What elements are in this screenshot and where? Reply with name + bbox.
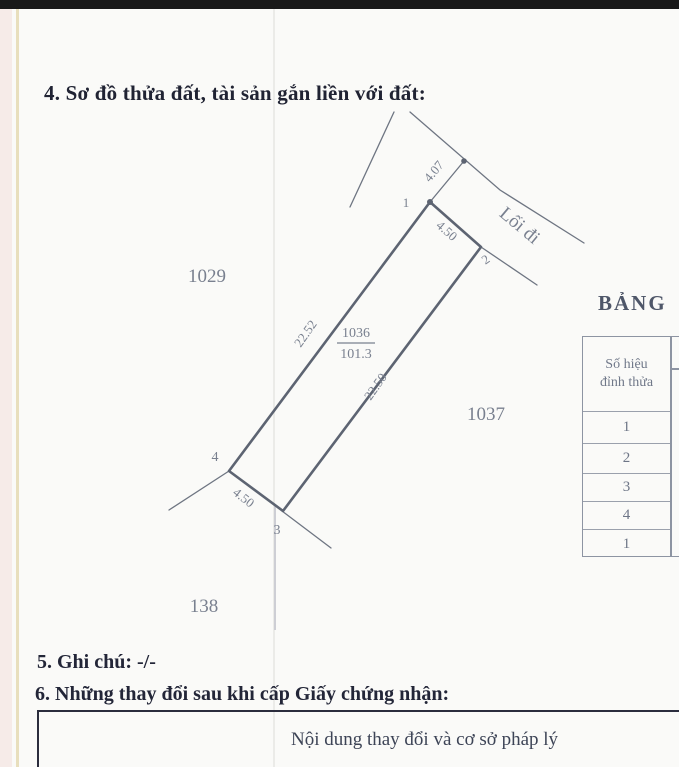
path-left-boundary-line [350, 112, 394, 207]
vertex4-extension-line [169, 471, 229, 510]
vertex-label-3: 3 [273, 523, 281, 538]
vertex-label-2: 2 [478, 251, 493, 268]
edge-label-bottom: 4.50 [230, 484, 258, 511]
section6-heading: 6. Những thay đổi sau khi cấp Giấy chứng nhận: [35, 683, 450, 705]
parcel-number-label: 1036 [342, 326, 370, 341]
vertex1-dot [427, 199, 433, 205]
path-lower-extension-line [481, 247, 537, 285]
coordinate-table-header [583, 337, 670, 411]
table-row: 1 [583, 529, 670, 558]
survey-point-dot [461, 158, 467, 164]
coordinate-table-header-line2: đỉnh thửa [599, 375, 654, 390]
parcel-area-label: 101.3 [340, 347, 372, 362]
table-row: 3 [583, 473, 670, 501]
coordinate-table-title: BẢNG [598, 291, 667, 315]
edge-label-left: 22.52 [290, 317, 320, 350]
coordinate-table-header-line1: Số hiệu [605, 357, 648, 372]
table-row: 2 [583, 443, 670, 473]
edge-label-right: 22.50 [360, 370, 390, 403]
section4-title: 4. Sơ đồ thửa đất, tài sản gắn liền với đất: [44, 81, 426, 105]
table-row: 1 [583, 411, 670, 443]
neighbor-parcel-1037: 1037 [467, 404, 505, 425]
section5-note: 5. Ghi chú: -/- [37, 651, 156, 673]
table-row: 4 [583, 501, 670, 529]
edge-label-top: 4.50 [433, 217, 461, 244]
coordinate-table-column-divider [670, 337, 672, 556]
vertex3-extension-line [282, 511, 331, 548]
vertex-label-4: 4 [211, 450, 219, 465]
edge-label-entry: 4.07 [420, 157, 447, 185]
changes-table-header: Nội dung thay đổi và cơ sở pháp lý [290, 729, 559, 750]
neighbor-parcel-1029: 1029 [188, 266, 226, 287]
vertex-label-1: 1 [402, 195, 410, 210]
coordinate-table [582, 336, 679, 557]
walkway-label: Lối đi [495, 202, 544, 249]
neighbor-parcel-138: 138 [189, 596, 219, 617]
coordinate-table-col2-header-divider [671, 368, 679, 370]
